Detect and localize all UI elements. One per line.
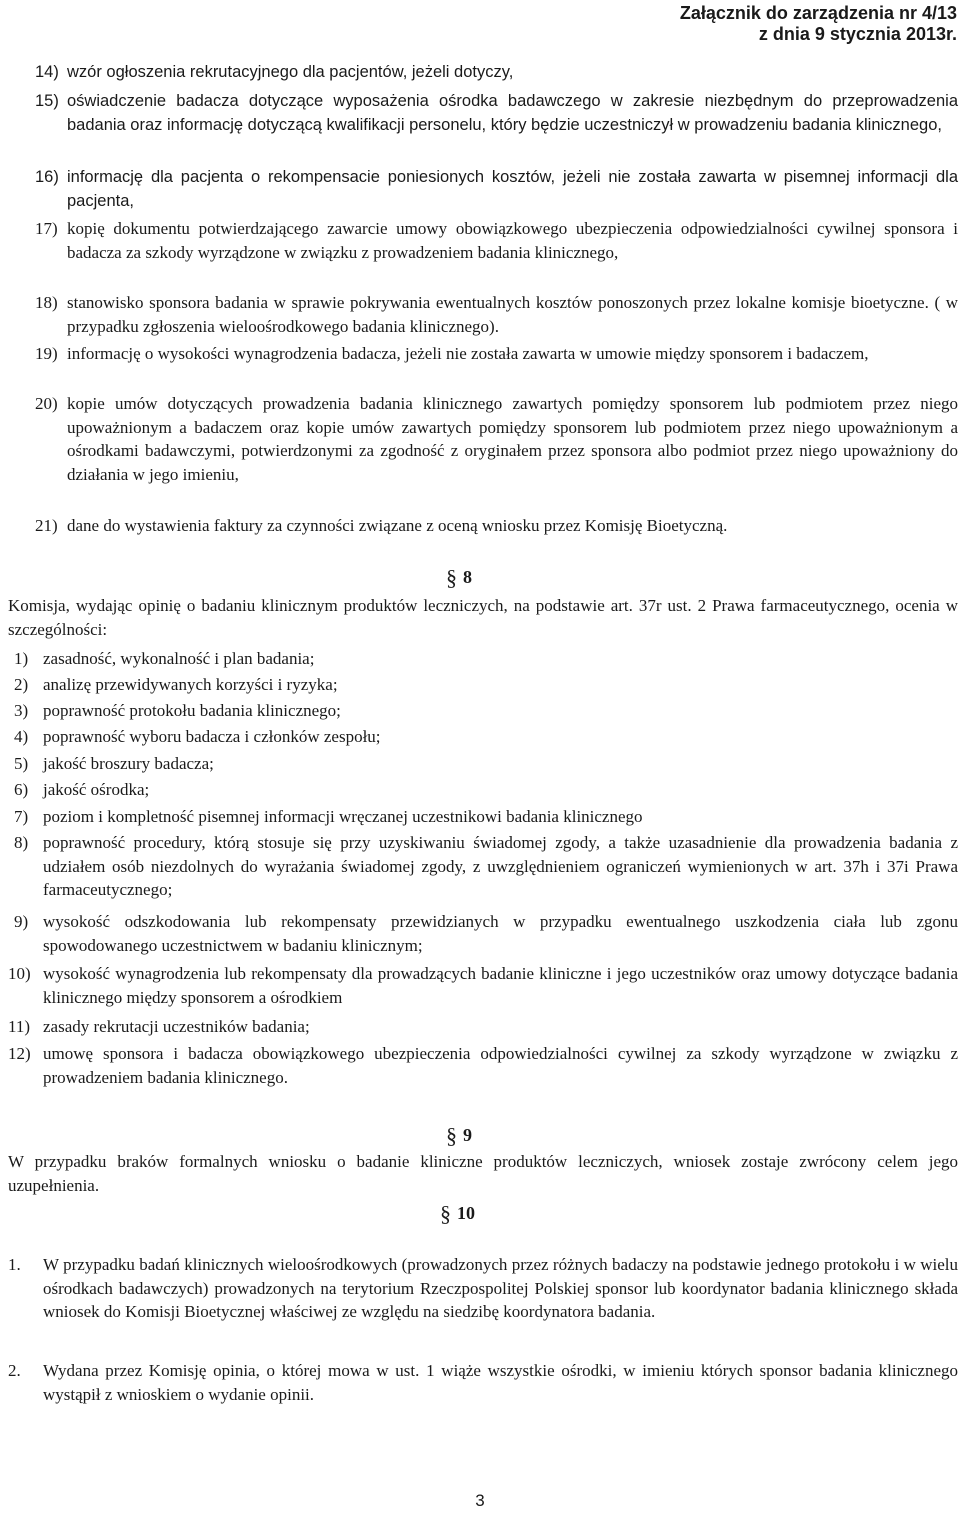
- page-number: 3: [475, 1491, 485, 1510]
- list-item: [35, 291, 958, 338]
- list-item-number: 5): [14, 754, 29, 773]
- section-sign: §: [446, 1123, 457, 1148]
- list-item-text: oświadczenie badacza dotyczące wyposażenia ośrodka badawczego w zakresie niezbędnym do przeprowadzenia badania oraz informację dotyczącą kwalifikacji personelu, który będzie uczestniczył w prowadzeniu badania klinicznego,: [67, 92, 958, 134]
- section-heading-10: [440, 1202, 475, 1225]
- list-item-number: 19): [35, 344, 58, 363]
- list-item-text: dane do wystawienia faktury za czynności związane z oceną wniosku przez Komisję Bioetyczną.: [67, 516, 728, 535]
- section-heading-9: [446, 1124, 472, 1147]
- list-item: [35, 342, 958, 366]
- list-item-number: 9): [14, 912, 29, 931]
- list-item-text: Wydana przez Komisję opinia, o której mowa w ust. 1 wiąże wszystkie ośrodki, w imieniu których sponsor badania klinicznego wystąpił z wnioskiem o wydanie opinii.: [43, 1361, 958, 1404]
- list-item-text: poprawność wyboru badacza i członków zespołu;: [43, 727, 381, 746]
- list-item: [8, 1015, 958, 1039]
- list-item-text: poprawność protokołu badania klinicznego;: [43, 701, 341, 720]
- list-item-text: stanowisko sponsora badania w sprawie pokrywania ewentualnych kosztów ponoszonych przez lokalne komisje bioetyczne. ( w przypadku zgłoszenia wieloośrodkowego badania klinicznego).: [67, 293, 958, 336]
- list-item: [14, 805, 958, 829]
- list-item-number: 20): [35, 394, 58, 413]
- list-item-text: zasadność, wykonalność i plan badania;: [43, 649, 315, 668]
- list-item-number: 21): [35, 516, 58, 535]
- list-item-number: 4): [14, 727, 29, 746]
- list-item-text: umowę sponsora i badacza obowiązkowego ubezpieczenia odpowiedzialności cywilnej za szkody wyrządzone w związku z prowadzeniem badania klinicznego.: [43, 1044, 958, 1087]
- list-item: [14, 752, 958, 776]
- list-item-text: wysokość odszkodowania lub rekompensaty przewidzianych w przypadku ewentualnego uszkodzenia ciała lub zgonu spowodowanego uczestnictwem w badaniu klinicznym;: [43, 912, 958, 955]
- list-item-text: poprawność procedury, którą stosuje się przy uzyskiwaniu świadomej zgody, a także uzasadnienie dla prowadzenia badania z udziałem osób niezdolnych do wyrażania świadomej zgody, z uwzględnieniem ograniczeń wymienionych w art. 37h i 37i Prawa farmaceutycznego;: [43, 833, 958, 900]
- list-item-text: kopię dokumentu potwierdzającego zawarcie umowy obowiązkowego ubezpieczenia odpowiedzialności cywilnej sponsora i badacza za szkody wyrządzone w związku z prowadzeniem badania klinicznego,: [67, 219, 958, 262]
- list-item-number: 17): [35, 219, 58, 238]
- list-item-number: 11): [8, 1017, 31, 1036]
- list-item-number: 1.: [8, 1255, 21, 1274]
- list-item-text: zasady rekrutacji uczestników badania;: [43, 1017, 310, 1036]
- list-item-number: 2): [14, 675, 29, 694]
- list-item-text: wysokość wynagrodzenia lub rekompensaty dla prowadzących badanie kliniczne i jego uczestników oraz umowy dotyczące badania klinicznego między sponsorem a ośrodkiem: [43, 964, 958, 1007]
- list-item: [14, 725, 958, 749]
- list-item-number: 3): [14, 701, 29, 720]
- list-item: [8, 962, 958, 1009]
- list-item-text: informację o wysokości wynagrodzenia badacza, jeżeli nie została zawarta w umowie między sponsorem i badaczem,: [67, 344, 869, 363]
- list-item: [14, 831, 958, 902]
- list-item: [35, 166, 958, 213]
- list-item-number: 16): [35, 168, 59, 186]
- list-item-number: 2.: [8, 1361, 21, 1380]
- section-heading-8: [446, 566, 472, 589]
- list-item-number: 7): [14, 807, 29, 826]
- list-item: [8, 1253, 958, 1324]
- list-item-text: jakość ośrodka;: [43, 780, 150, 799]
- section-8-intro: Komisja, wydając opinię o badaniu klinicznym produktów leczniczych, na podstawie art. 37r ust. 2 Prawa farmaceutycznego, ocenia w szczególności:: [8, 596, 958, 639]
- list-item: [14, 699, 958, 723]
- header-line-2: z dnia 9 stycznia 2013r.: [758, 24, 957, 44]
- list-item: [35, 61, 958, 85]
- list-item: [35, 514, 958, 538]
- section-number: 10: [457, 1203, 475, 1223]
- section-sign: §: [440, 1201, 451, 1226]
- list-item: [8, 1359, 958, 1406]
- list-item-text: informację dla pacjenta o rekompensacie poniesionych kosztów, jeżeli nie została zawarta w pisemnej informacji dla pacjenta,: [67, 168, 958, 210]
- document-header: [680, 3, 957, 45]
- list-item-number: 15): [35, 92, 59, 110]
- list-item: [35, 392, 958, 486]
- list-item-text: analizę przewidywanych korzyści i ryzyka;: [43, 675, 338, 694]
- list-item-number: 14): [35, 63, 59, 81]
- list-item: [14, 647, 958, 671]
- list-item: [8, 1042, 958, 1089]
- section-number: 9: [463, 1125, 472, 1145]
- list-item: [35, 217, 958, 264]
- list-item: [14, 778, 958, 802]
- list-item: [14, 910, 958, 957]
- list-item-text: jakość broszury badacza;: [43, 754, 214, 773]
- list-item-text: kopie umów dotyczących prowadzenia badania klinicznego zawartych pomiędzy sponsorem lub podmiotem przez niego upoważnionym a badaczem oraz kopie umów zawartych pomiędzy sponsorem lub podmiotem przez niego upoważnionym a ośrodkami badawczymi, potwierdzonymi za zgodność z oryginałem przez sponsora albo podmiot przez niego upoważniony do działania w jego imieniu,: [67, 394, 958, 484]
- list-item-text: wzór ogłoszenia rekrutacyjnego dla pacjentów, jeżeli dotyczy,: [67, 63, 514, 81]
- header-line-1: Załącznik do zarządzenia nr 4/13: [679, 3, 957, 23]
- section-9-text: W przypadku braków formalnych wniosku o badanie kliniczne produktów leczniczych, wniosek zostaje zwrócony celem jego uzupełnienia.: [8, 1152, 958, 1195]
- section-number: 8: [463, 567, 472, 587]
- section-sign: §: [446, 565, 457, 590]
- list-item-text: poziom i kompletność pisemnej informacji wręczanej uczestnikowi badania klinicznego: [43, 807, 643, 826]
- list-item-text: W przypadku badań klinicznych wieloośrodkowych (prowadzonych przez różnych badaczy na podstawie jednego protokołu i w wielu ośrodkach badawczych) prowadzonych na terytorium Rzeczpospolitej Polskiej sponsor lub koordynator badania klinicznego składa wniosek do Komisji Bioetycznej właściwej ze względu na siedzibę koordynatora badania.: [43, 1255, 958, 1322]
- list-item-number: 1): [14, 649, 29, 668]
- list-item: [14, 673, 958, 697]
- list-item: [35, 90, 958, 137]
- list-item-number: 6): [14, 780, 29, 799]
- list-item-number: 12): [8, 1044, 31, 1063]
- list-item-number: 8): [14, 833, 29, 852]
- list-item-number: 10): [8, 964, 31, 983]
- list-item-number: 18): [35, 293, 58, 312]
